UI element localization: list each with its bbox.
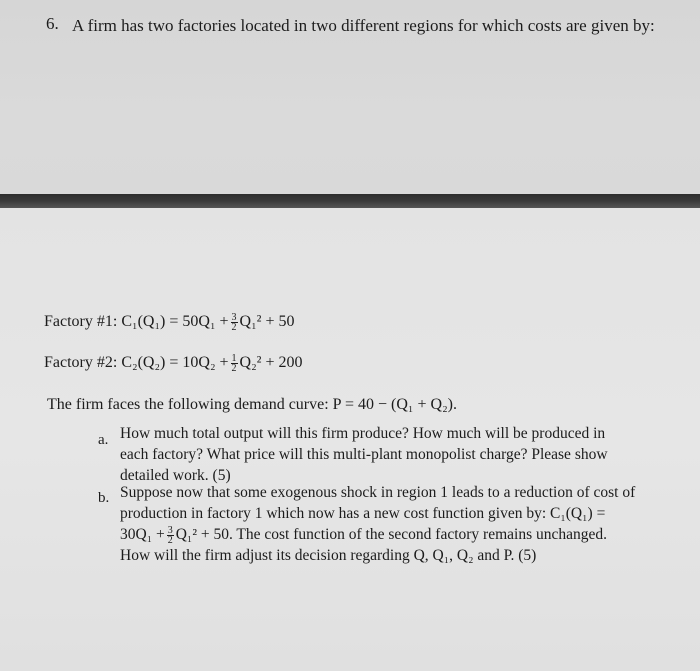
- fraction-numerator: 1: [231, 353, 237, 364]
- factory-1-fraction: [231, 313, 238, 332]
- factory-2-rhs: Q₂² + 200: [239, 354, 303, 372]
- part-b-letter: b.: [98, 490, 110, 506]
- question-text: A firm has two factories located in two different regions for which costs are given by:: [72, 16, 655, 35]
- part-b-fraction: [167, 526, 174, 545]
- question-number: 6.: [46, 14, 59, 33]
- fraction-numerator: 3: [167, 524, 173, 536]
- part-b-intro: Suppose now that some exogenous shock in region 1 leads to a reduction of cost of production in factory 1 which now has a new cost function given by: C₁(Q₁) =: [120, 484, 636, 522]
- demand-curve-statement: The firm faces the following demand curve: P = 40 − (Q₁ + Q₂).: [47, 396, 457, 413]
- factory-2-cost-function: [44, 354, 303, 373]
- factory-2-lhs: C₂(Q₂) = 10Q₂ +: [121, 354, 229, 372]
- page-divider: [0, 194, 700, 208]
- part-b-math-lhs: 30Q₁ +: [120, 526, 165, 543]
- part-b-question: How will the firm adjust its decision regarding Q, Q₁, Q₂ and P. (5): [120, 547, 537, 564]
- question-panel: [0, 0, 700, 194]
- factory-2-label: Factory #2:: [44, 354, 122, 372]
- factory-1-label: Factory #1:: [44, 313, 122, 331]
- part-a-letter: a.: [98, 432, 109, 448]
- factory-1-lhs: C₁(Q₁) = 50Q₁ +: [121, 313, 229, 331]
- part-b-text: [120, 482, 640, 566]
- factory-2-fraction: [231, 354, 238, 373]
- fraction-numerator: 3: [231, 312, 237, 323]
- fraction-denominator: 2: [231, 322, 237, 333]
- part-b-new-cost-function: [120, 524, 640, 545]
- factory-1-rhs: Q₁² + 50: [239, 313, 295, 331]
- part-b-math-rhs: Q₁² + 50. The cost function of the second factory remains unchanged.: [175, 526, 608, 543]
- fraction-denominator: 2: [167, 534, 173, 546]
- factory-1-cost-function: [44, 313, 295, 332]
- fraction-denominator: 2: [231, 363, 237, 374]
- part-a-text: How much total output will this firm produce? How much will be produced in each factory? What price will this multi-plant monopolist charge? Please show detailed work. (5): [120, 425, 608, 484]
